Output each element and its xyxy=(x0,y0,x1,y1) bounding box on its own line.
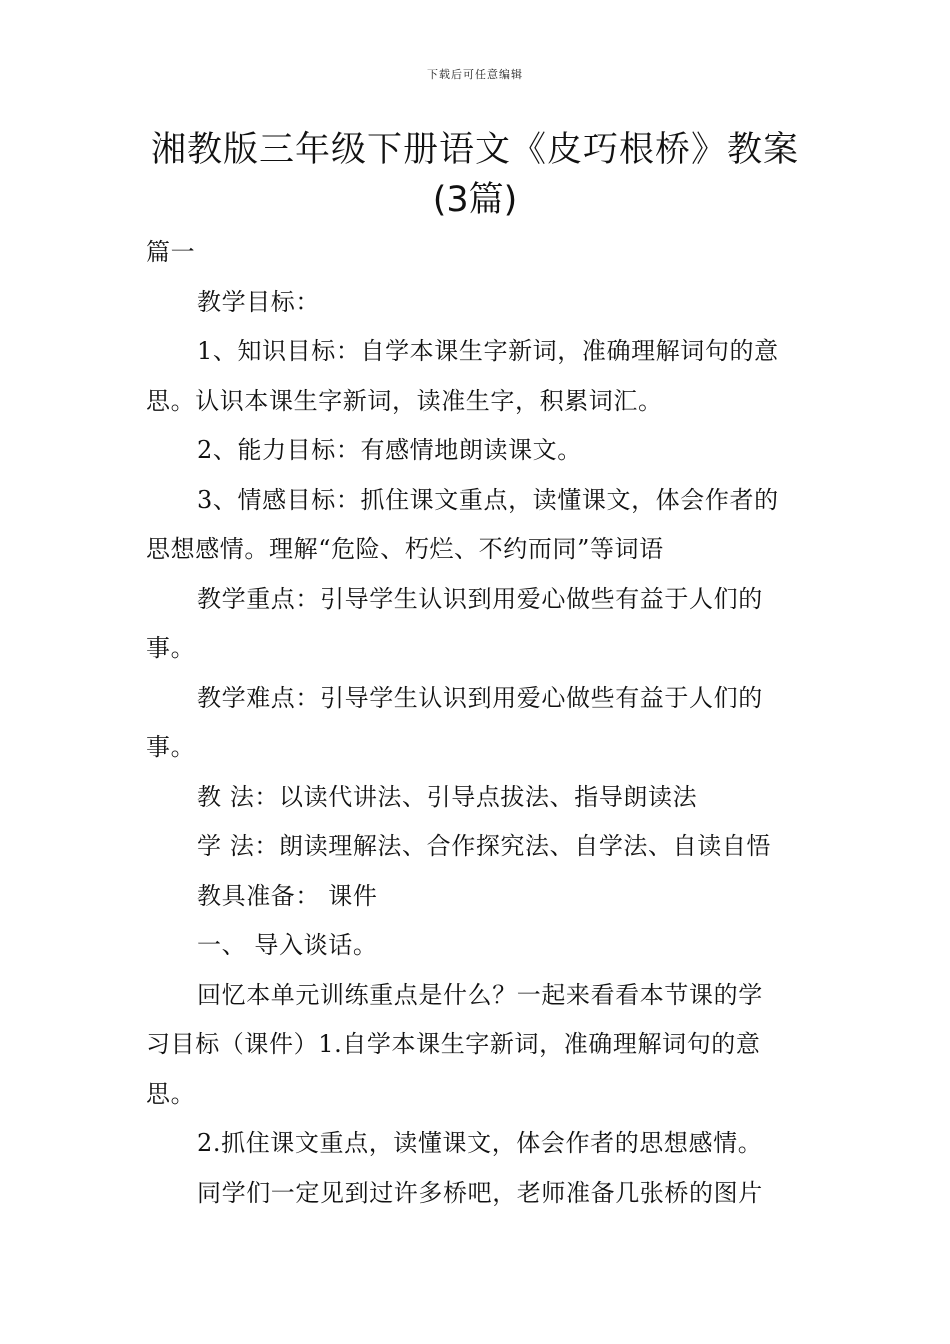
paragraph-line: 教具准备： 课件 xyxy=(197,881,378,910)
paragraph-line: 同学们一定见到过许多桥吧，老师准备几张桥的图片 xyxy=(197,1178,763,1207)
document-body xyxy=(146,228,810,1218)
paragraph-line: 思。认识本课生字新词，读准生字，积累词汇。 xyxy=(146,386,663,415)
paragraph-line: 2、能力目标：有感情地朗读课文。 xyxy=(197,436,582,464)
paragraph-line: 回忆本单元训练重点是什么？一起来看看本节课的学 xyxy=(197,980,763,1009)
section-heading: 篇一 xyxy=(146,238,196,266)
paragraph-line: 教学重点：引导学生认识到用爱心做些有益于人们的 xyxy=(197,584,763,613)
document-title-line-2: (3篇) xyxy=(432,180,518,220)
paragraph-line: 教学难点：引导学生认识到用爱心做些有益于人们的 xyxy=(197,683,763,712)
paragraph-line: 2.抓住课文重点，读懂课文，体会作者的思想感情。 xyxy=(197,1129,763,1157)
paragraph-line: 3、情感目标：抓住课文重点，读懂课文，体会作者的 xyxy=(197,485,779,514)
paragraph-line: 一、 导入谈话。 xyxy=(197,931,378,959)
paragraph-line: 事。 xyxy=(146,733,196,761)
paragraph-line: 习目标（课件）1.自学本课生字新词，准确理解词句的意 xyxy=(146,1030,761,1058)
paragraph-line: 1、知识目标：自学本课生字新词，准确理解词句的意 xyxy=(197,337,779,365)
paragraph-line: 思想感情。理解“危险、朽烂、不约而同”等词语 xyxy=(146,535,664,563)
paragraph-line: 学 法：朗读理解法、合作探究法、自学法、自读自悟 xyxy=(197,832,772,860)
paragraph-line: 事。 xyxy=(146,634,196,662)
paragraph-line: 教学目标： xyxy=(197,287,320,316)
document-title-line-1: 湘教版三年级下册语文《皮巧根桥》教案 xyxy=(150,130,799,170)
header-note: 下载后可任意编辑 xyxy=(427,68,523,81)
paragraph-line: 思。 xyxy=(146,1079,196,1108)
paragraph-line: 教 法：以读代讲法、引导点拔法、指导朗读法 xyxy=(197,782,698,811)
